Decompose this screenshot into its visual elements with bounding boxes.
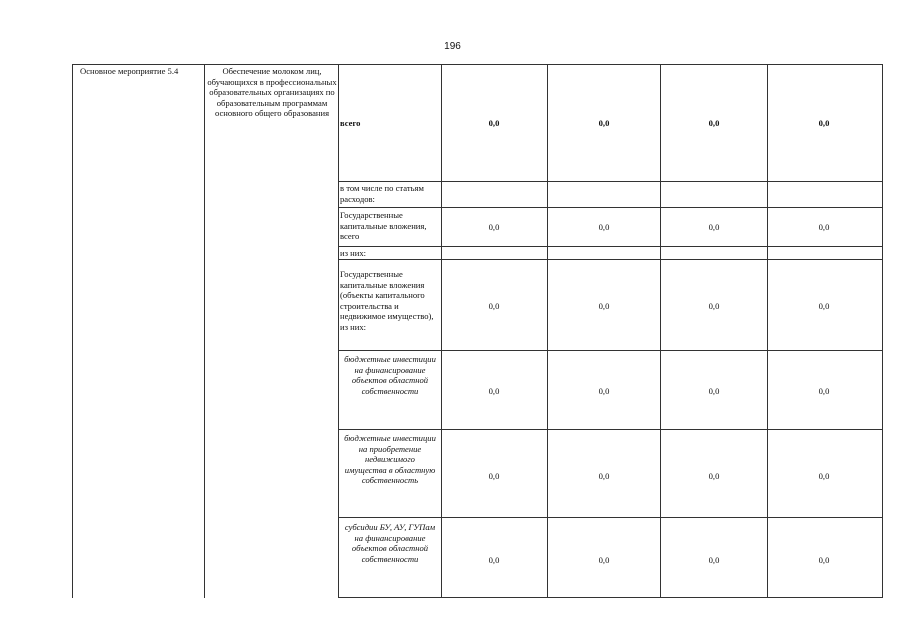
page-number: 196 (444, 41, 461, 52)
row-label: Государственные капитальные вложения (объекты капитального строительства и недвижимое имущество), из них: (340, 269, 434, 332)
value-cell: 0,0 (818, 222, 830, 232)
value-cell: 0,0 (598, 301, 610, 311)
grid-line (338, 517, 883, 518)
grid-line (338, 246, 883, 247)
row-label: Государственные капитальные вложения, всего (340, 210, 427, 241)
grid-line (338, 597, 883, 598)
row-label: в том числе по статьям расходов: (340, 183, 424, 204)
value-cell: 0,0 (818, 555, 830, 565)
value-cell: 0,0 (598, 222, 610, 232)
value-cell: 0,0 (708, 555, 720, 565)
grid-line (72, 64, 883, 65)
value-cell: 0,0 (708, 471, 720, 481)
value-cell: 0,0 (708, 386, 720, 396)
grid-line (338, 207, 883, 208)
grid-line (204, 64, 205, 598)
value-cell: 0,0 (818, 118, 830, 128)
activity-cell: Основное мероприятие 5.4 (80, 66, 179, 76)
row-label: бюджетные инвестиции на финансирование объектов областной собственности (344, 354, 436, 396)
grid-line (338, 429, 883, 430)
row-label: субсидии БУ, АУ, ГУПам на финансирование объектов областной собственности (344, 522, 436, 564)
value-cell: 0,0 (488, 386, 500, 396)
description-cell: Обеспечение молоком лиц, обучающихся в профессиональных образовательных организациях по образовательным программам основного общего образования (207, 66, 337, 118)
value-cell: 0,0 (598, 471, 610, 481)
value-cell: 0,0 (708, 301, 720, 311)
value-cell: 0,0 (598, 555, 610, 565)
value-cell: 0,0 (818, 471, 830, 481)
row-label: бюджетные инвестиции на приобретение недвижимого имущества в областную собственность (344, 433, 436, 485)
value-cell: 0,0 (488, 118, 500, 128)
value-cell: 0,0 (488, 222, 500, 232)
value-cell: 0,0 (598, 118, 610, 128)
value-cell: 0,0 (488, 301, 500, 311)
value-cell: 0,0 (818, 301, 830, 311)
value-cell: 0,0 (598, 386, 610, 396)
row-label: всего (340, 118, 361, 128)
value-cell: 0,0 (708, 118, 720, 128)
value-cell: 0,0 (488, 471, 500, 481)
grid-line (338, 259, 883, 260)
grid-line (338, 181, 883, 182)
value-cell: 0,0 (488, 555, 500, 565)
value-cell: 0,0 (708, 222, 720, 232)
row-label: из них: (340, 248, 367, 258)
grid-line (338, 350, 883, 351)
grid-line (72, 64, 73, 598)
value-cell: 0,0 (818, 386, 830, 396)
